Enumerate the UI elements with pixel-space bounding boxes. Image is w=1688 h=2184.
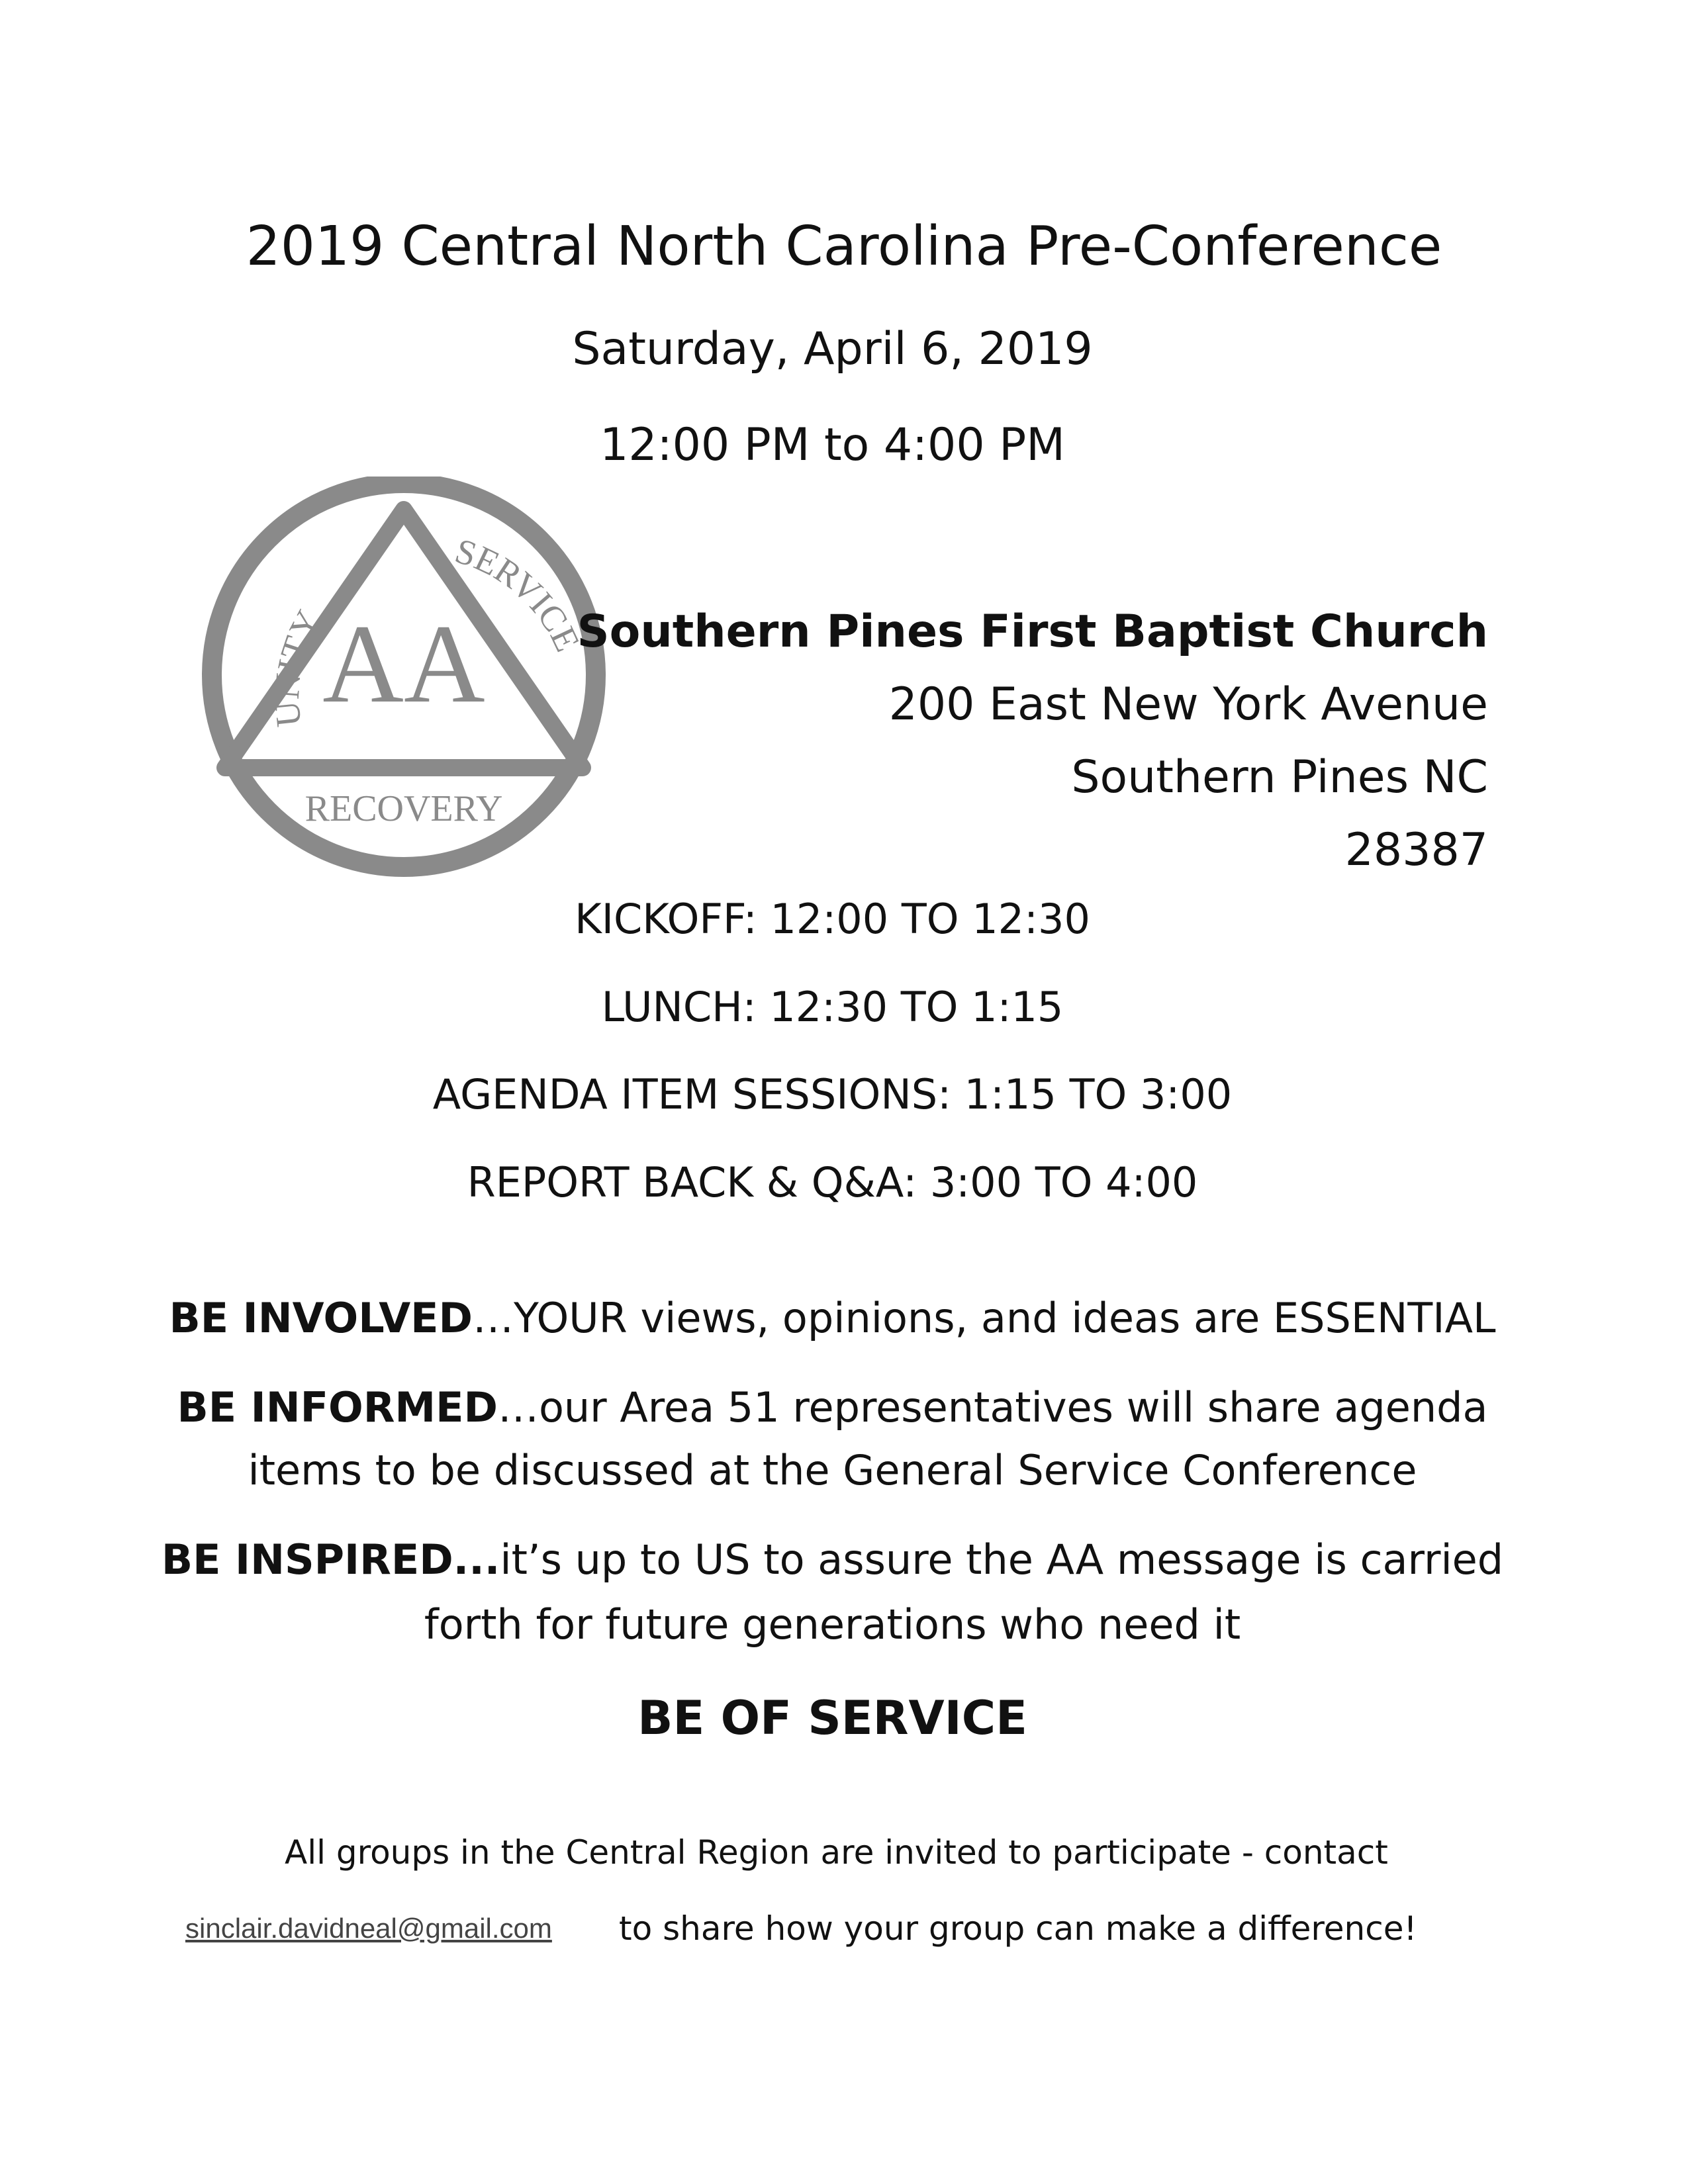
event-time: 12:00 PM to 4:00 PM bbox=[600, 419, 1065, 471]
logo-center-text: AA bbox=[322, 602, 485, 726]
logo-right-text: SERVICE bbox=[450, 530, 588, 658]
schedule-item: REPORT BACK & Q&A: 3:00 TO 4:00 bbox=[467, 1158, 1198, 1206]
schedule-item: LUNCH: 12:30 TO 1:15 bbox=[601, 983, 1064, 1031]
venue-zip: 28387 bbox=[1344, 824, 1488, 876]
message-inspired bbox=[0, 1535, 1665, 1584]
message-involved-heading: BE INVOLVED bbox=[169, 1294, 473, 1342]
message-inspired-heading: BE INSPIRED... bbox=[161, 1535, 500, 1584]
message-involved bbox=[0, 1294, 1665, 1342]
message-informed-text: …our Area 51 representatives will share agenda bbox=[497, 1383, 1488, 1432]
page-title: 2019 Central North Carolina Pre-Conference bbox=[246, 215, 1442, 278]
schedule-item: KICKOFF: 12:00 TO 12:30 bbox=[575, 895, 1090, 943]
venue-name: Southern Pines First Baptist Church bbox=[577, 606, 1488, 658]
message-informed-line2: items to be discussed at the General Service Conference bbox=[248, 1446, 1417, 1494]
message-inspired-text: it’s up to US to assure the AA message is carried bbox=[500, 1535, 1504, 1584]
logo-left-text: UNITY bbox=[266, 604, 329, 729]
logo-bottom-text: RECOVERY bbox=[305, 788, 503, 829]
aa-logo bbox=[192, 477, 616, 900]
invite-text: All groups in the Central Region are invited to participate - contact bbox=[285, 1833, 1388, 1872]
share-text: to share how your group can make a difference! bbox=[619, 1909, 1417, 1948]
be-of-service-heading: BE OF SERVICE bbox=[637, 1691, 1027, 1745]
venue-city: Southern Pines NC bbox=[1071, 751, 1488, 803]
message-informed bbox=[0, 1383, 1665, 1432]
schedule-item: AGENDA ITEM SESSIONS: 1:15 TO 3:00 bbox=[432, 1070, 1233, 1118]
contact-email-link[interactable]: sinclair.davidneal@gmail.com bbox=[185, 1913, 552, 1944]
event-date: Saturday, April 6, 2019 bbox=[572, 323, 1093, 375]
message-informed-heading: BE INFORMED bbox=[177, 1383, 498, 1432]
message-involved-text: …YOUR views, opinions, and ideas are ESSENTIAL bbox=[473, 1294, 1496, 1342]
venue-street: 200 East New York Avenue bbox=[888, 678, 1488, 731]
message-inspired-line2: forth for future generations who need it bbox=[424, 1600, 1241, 1649]
